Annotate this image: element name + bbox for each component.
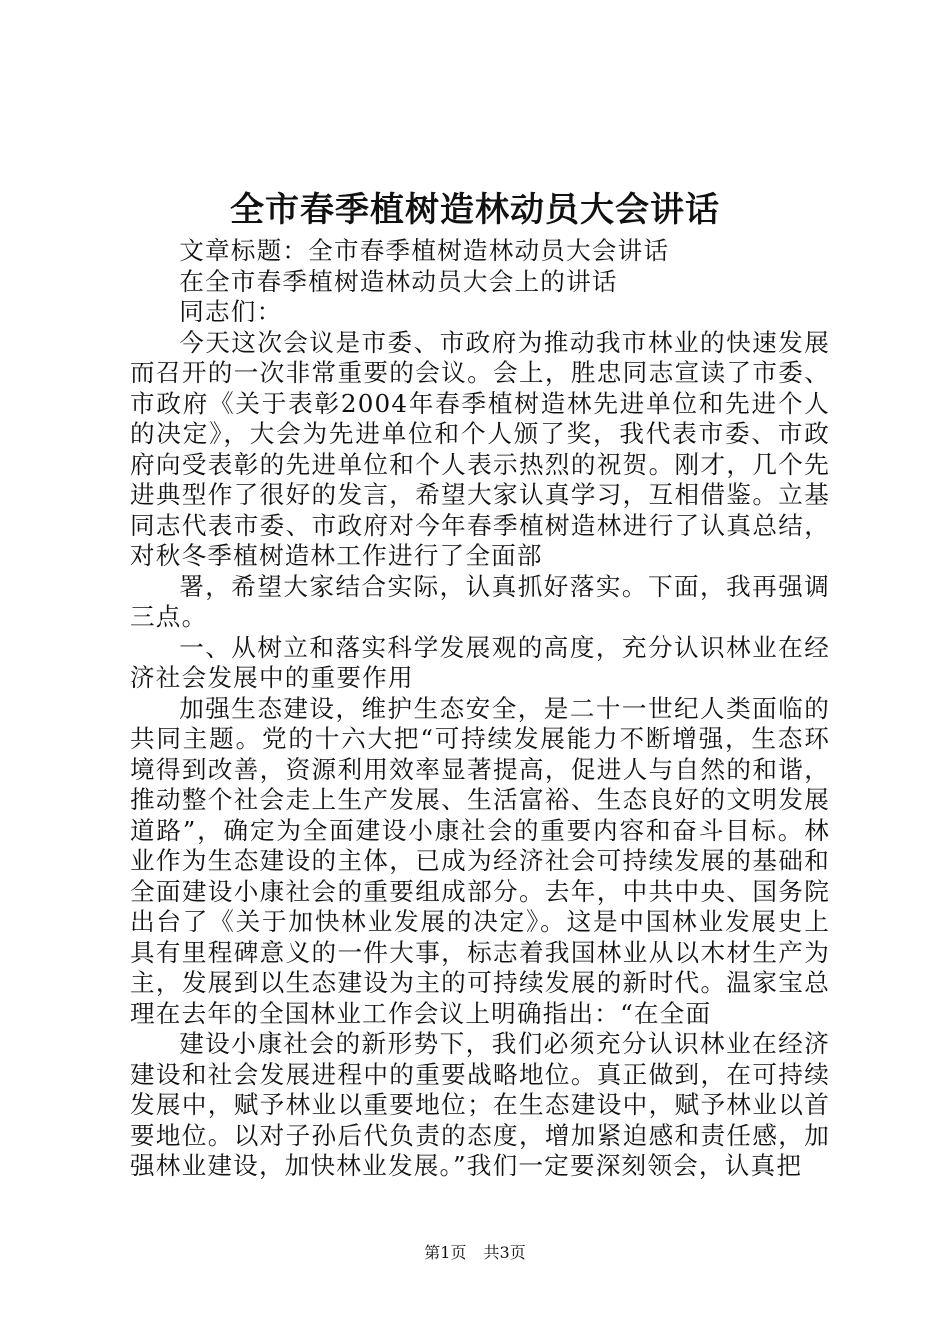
page-total: 共3页	[483, 1243, 526, 1262]
body-paragraph: 加强生态建设，维护生态安全，是二十一世纪人类面临的共同主题。党的十六大把“可持续发展能力不断增强，生态环境得到改善，资源利用效率显著提高，促进人与自然的和谐，推动整个社会走上生产发展、生活富裕、生态良好的文明发展道路”，确定为全面建设小康社会的重要内容和奋斗目标。林业作为生态建设的主体，已成为经济社会可持续发展的基础和全面建设小康社会的重要组成部分。去年，中共中央、国务院出台了《关于加快林业发展的决定》。这是中国林业发展史上具有里程碑意义的一件大事，标志着我国林业从以木材生产为主，发展到以生态建设为主的可持续发展的新时代。温家宝总理在去年的全国林业工作会议上明确指出：“在全面	[130, 693, 830, 1028]
section-heading: 一、从树立和落实科学发展观的高度，充分认识林业在经济社会发展中的重要作用	[130, 632, 830, 692]
page-footer	[0, 1242, 950, 1264]
document-body	[130, 236, 830, 1182]
article-title-line: 文章标题：全市春季植树造林动员大会讲话	[179, 236, 670, 265]
body-paragraph: 今天这次会议是市委、市政府为推动我市林业的快速发展而召开的一次非常重要的会议。会上，胜忠同志宣读了市委、市政府《关于表彰2004年春季植树造林先进单位和先进个人的决定》，大会为先进单位和个人颁了奖，我代表市委、市政府向受表彰的先进单位和个人表示热烈的祝贺。刚才，几个先进典型作了很好的发言，希望大家认真学习，互相借鉴。立基同志代表市委、市政府对今年春季植树造林进行了认真总结，对秋冬季植树造林工作进行了全面部	[130, 327, 830, 570]
salutation: 同志们：	[179, 297, 283, 326]
page-number: 第1页	[424, 1243, 467, 1262]
body-paragraph: 署，希望大家结合实际，认真抓好落实。下面，我再强调三点。	[130, 571, 830, 631]
document-title: 全市春季植树造林动员大会讲话	[230, 190, 720, 230]
speech-heading-line: 在全市春季植树造林动员大会上的讲话	[179, 266, 618, 296]
body-paragraph: 建设小康社会的新形势下，我们必须充分认识林业在经济建设和社会发展进程中的重要战略地位。真正做到，在可持续发展中，赋予林业以重要地位；在生态建设中，赋予林业以首要地位。以对子孙后代负责的态度，增加紧迫感和责任感，加强林业建设，加快林业发展。”我们一定要深刻领会，认真把	[130, 1029, 830, 1180]
